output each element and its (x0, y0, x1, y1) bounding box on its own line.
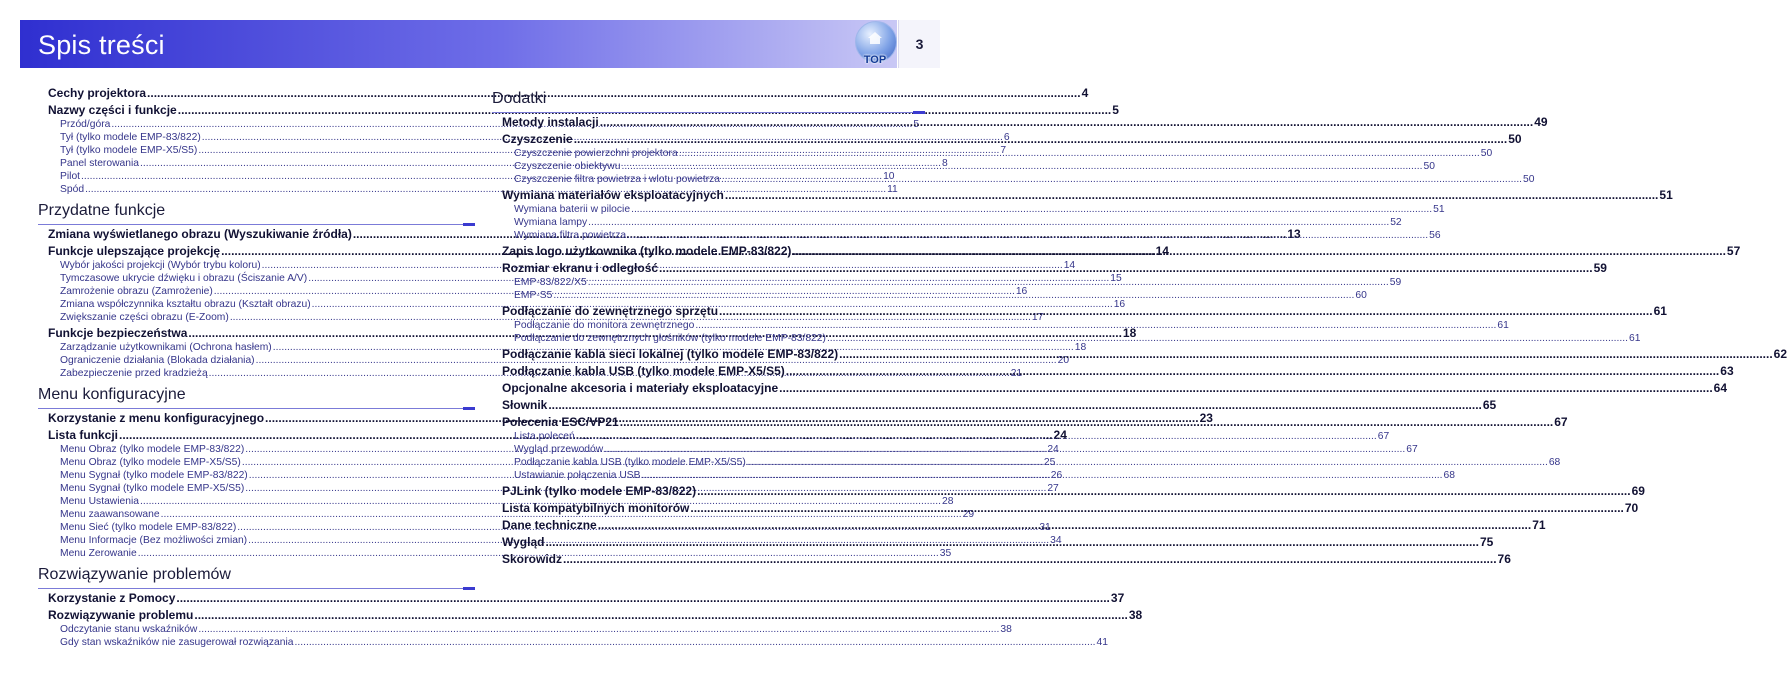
dot-leader (779, 381, 1713, 396)
toc-entry-title: Lista funkcji (48, 428, 119, 442)
toc-subentry[interactable] (502, 216, 1402, 229)
toc-page-number: 25 (1043, 457, 1056, 468)
section-heading (38, 563, 471, 589)
toc-page-number: 38 (1128, 608, 1143, 622)
toc-entry-title: Nazwy części i funkcje (48, 103, 177, 117)
toc-entry-title: Zarządzanie użytkownikami (Ochrona hasłem) (60, 342, 272, 353)
toc-entry-title: Menu Obraz (tylko modele EMP-X5/S5) (60, 457, 241, 468)
toc-entry[interactable] (502, 398, 1497, 413)
dot-leader (659, 261, 1593, 276)
toc-entry-title: Czyszczenie (502, 132, 573, 146)
toc-entry-title: Podłączanie kabla sieci lokalnej (tylko modele EMP-83/822) (502, 347, 839, 361)
section-divider (492, 112, 925, 113)
page-title: Spis treści (38, 30, 165, 60)
section-divider (38, 408, 475, 409)
toc-entry-title: Przód/góra (60, 119, 111, 130)
toc-page-number: 15 (1110, 273, 1122, 284)
toc-page-number: 14 (1063, 260, 1076, 271)
toc-entry-title: Cechy projektora (48, 86, 147, 100)
toc-entry-title: Metody instalacji (502, 115, 599, 129)
toc-entry-title: Tymczasowe ukrycie dźwięku i obrazu (Ściszanie A/V) (60, 273, 308, 284)
toc-entry-title: Zapis logo użytkownika (tylko modele EMP-83/822) (502, 244, 792, 258)
toc-subentry[interactable] (502, 173, 1535, 186)
toc-page-number: 61 (1497, 320, 1509, 331)
toc-page-number: 51 (1659, 188, 1673, 202)
toc-page-number: 75 (1479, 535, 1494, 549)
toc-entry-title: Rozmiar ekranu i odległość (502, 261, 659, 275)
section-heading (38, 383, 471, 409)
toc-page-number: 14 (1155, 244, 1169, 258)
toc-entry-title: Funkcje bezpieczeństwa (48, 326, 188, 340)
toc-entry-title: Wymiana baterii w pilocie (514, 204, 631, 215)
toc-entry[interactable] (48, 608, 1143, 623)
toc-entry-title: Menu zaawansowane (60, 509, 160, 520)
toc-page-number: 28 (942, 496, 954, 507)
dot-leader (545, 535, 1479, 550)
toc-entry-title: Wygląd przewodów (514, 444, 604, 455)
toc-entry-title: Lista kompatybilnych monitorów (502, 501, 690, 515)
toc-page-number: 67 (1377, 431, 1390, 442)
toc-page-number: 5 (1112, 103, 1119, 117)
dot-leader (563, 552, 1497, 567)
toc-entry-title: Polecenia ESC/VP21 (502, 415, 619, 429)
toc-page-number: 29 (962, 509, 975, 520)
toc-subentry[interactable] (48, 636, 1109, 649)
toc-entry-title: Ograniczenie działania (Blokada działania) (60, 355, 255, 366)
toc-page-number: 59 (1593, 261, 1607, 275)
toc-page-number: 67 (1554, 415, 1568, 429)
dot-leader (721, 173, 1522, 186)
toc-page-number: 69 (1631, 484, 1645, 498)
toc-page-number: 11 (887, 184, 898, 195)
toc-page-number: 21 (1010, 368, 1023, 379)
toc-page-number: 27 (1047, 483, 1059, 494)
toc-subentry[interactable] (502, 319, 1509, 332)
toc-entry-title: Podłączanie do zewnętrznego sprzętu (502, 304, 719, 318)
toc-entry-title: Zmiana współczynnika kształtu obrazu (Kształt obrazu) (60, 299, 311, 310)
toc-entry-title: Podłączanie kabla USB (tylko modele EMP-X5/S5) (502, 364, 785, 378)
toc-page-number: 10 (883, 171, 895, 182)
toc-page-number: 50 (1423, 161, 1435, 172)
toc-page-number: 7 (1000, 145, 1007, 156)
toc-page-number: 71 (1532, 518, 1546, 532)
toc-page-number: 61 (1653, 304, 1667, 318)
header-bar (20, 20, 897, 68)
toc-subentry[interactable] (502, 160, 1435, 173)
toc-page-number: 31 (1039, 522, 1051, 533)
toc-entry[interactable] (48, 103, 1119, 118)
toc-entry-title: Wymiana materiałów eksploatacyjnych (502, 188, 724, 202)
dot-leader (631, 203, 1432, 216)
toc-page-number: 50 (1480, 148, 1493, 159)
toc-page-number: 76 (1497, 552, 1511, 566)
toc-page-number: 26 (1050, 470, 1063, 481)
toc-entry-title: EMP-83/822/X5 (514, 277, 587, 288)
toc-entry-title: Wymiana filtra powietrza (514, 230, 627, 241)
dot-leader (588, 216, 1389, 229)
toc-entry-title: Rozwiązywanie problemu (48, 608, 194, 622)
house-icon (868, 32, 882, 44)
dot-leader (786, 364, 1720, 379)
section-heading-text: Rozwiązywanie problemów (38, 566, 231, 583)
toc-page-number: 51 (1433, 204, 1445, 215)
dot-leader (747, 456, 1548, 469)
toc-page-number: 59 (1389, 277, 1402, 288)
section-heading-text: Menu konfiguracyjne (38, 386, 186, 403)
dot-leader (679, 147, 1480, 160)
toc-entry-title: Dane techniczne (502, 518, 597, 532)
toc-entry-title: Menu Sygnał (tylko modele EMP-X5/S5) (60, 483, 245, 494)
toc-entry-title: Menu Ustawienia (60, 496, 139, 507)
toc-entry-title: Ustawianie połączenia USB (514, 470, 641, 481)
toc-entry-title: Gdy stan wskaźników nie zasugerował rozwiązania (60, 637, 294, 648)
toc-entry-title: Wygląd (502, 535, 545, 549)
toc-entry-title: Menu Sieć (tylko modele EMP-83/822) (60, 522, 237, 533)
toc-page-number: 35 (939, 548, 952, 559)
dot-leader (697, 484, 1631, 499)
toc-subentry[interactable] (502, 147, 1493, 160)
toc-entry-title: Skorowidz (502, 552, 563, 566)
toc-entry-title: Zmiana wyświetlanego obrazu (Wyszukiwanie źródła) (48, 227, 352, 241)
page-number: 3 (898, 20, 940, 68)
toc-entry-title: Menu Informacje (Bez możliwości zmian) (60, 535, 248, 546)
dot-leader (604, 443, 1405, 456)
toc-page-number: 23 (1199, 411, 1213, 425)
toc-entry-title: Czyszczenie filtra powietrza i wlotu powietrza (514, 174, 721, 185)
toc-entry-title: Zabezpieczenie przed kradzieżą (60, 368, 208, 379)
toc-page-number: 65 (1482, 398, 1497, 412)
toc-page-number: 16 (1015, 286, 1028, 297)
toc-page-number: 62 (1773, 347, 1787, 361)
dot-leader (176, 591, 1110, 606)
toc-entry-title: Korzystanie z Pomocy (48, 591, 176, 605)
dot-leader (695, 319, 1496, 332)
toc-entry-title: Czyszczenie obiektywu (514, 161, 621, 172)
toc-entry[interactable] (502, 132, 1522, 147)
toc-entry-title: EMP-S5 (514, 290, 553, 301)
toc-entry-title: Menu Obraz (tylko modele EMP-83/822) (60, 444, 245, 455)
dot-leader (725, 188, 1659, 203)
toc-page-number: 50 (1523, 174, 1535, 185)
toc-page-number: 38 (1000, 624, 1012, 635)
toc-entry-title: Podłączanie do monitora zewnętrznego (514, 320, 695, 331)
toc-page-number: 4 (1081, 86, 1089, 100)
toc-page-number: 70 (1624, 501, 1639, 515)
toc-page-number: 20 (1057, 355, 1070, 366)
dot-leader (548, 398, 1482, 413)
toc-entry-title: Menu Zerowanie (60, 548, 137, 559)
toc-entry-title: Tył (tylko modele EMP-83/822) (60, 132, 201, 143)
toc-entry-title: Opcjonalne akcesoria i materiały eksploatacyjne (502, 381, 779, 395)
toc-entry-title: Odczytanie stanu wskaźników (60, 624, 198, 635)
toc-entry-title: Spód (60, 184, 85, 195)
top-button-label: TOP (863, 54, 887, 66)
toc-entry-title: Wymiana lampy (514, 217, 588, 228)
toc-page-number: 6 (1003, 132, 1010, 143)
dot-leader (620, 415, 1554, 430)
toc-entry-title: Menu Sygnał (tylko modele EMP-83/822) (60, 470, 248, 481)
toc-page-number: 24 (1047, 444, 1059, 455)
toc-page-number: 67 (1406, 444, 1418, 455)
dot-leader (719, 304, 1653, 319)
toc-page-number: 5 (913, 119, 920, 130)
toc-entry-title: Podłączanie do zewnętrznych głośników (tylko modele EMP-83/822) (514, 333, 826, 344)
toc-page-number: 49 (1534, 115, 1548, 129)
dot-leader (553, 289, 1354, 302)
toc-entry-title: Lista poleceń (514, 431, 575, 442)
toc-entry-title: Funkcje ulepszające projekcję (48, 244, 221, 258)
dot-leader (627, 229, 1428, 242)
toc-page-number: 41 (1096, 637, 1109, 648)
dot-leader (598, 518, 1532, 533)
toc-page-number: 18 (1122, 326, 1137, 340)
toc-entry[interactable] (502, 381, 1728, 396)
toc-entry-title: Pilot (60, 171, 81, 182)
toc-page-number: 17 (1031, 312, 1044, 323)
toc-entry-title: Zamrożenie obrazu (Zamrożenie) (60, 286, 213, 297)
toc-subentry[interactable] (48, 623, 1012, 636)
toc-page-number: 61 (1628, 333, 1641, 344)
toc-page-number: 57 (1726, 244, 1741, 258)
toc-page-number: 18 (1074, 342, 1087, 353)
dot-leader (600, 115, 1534, 130)
toc-entry-title: Słownik (502, 398, 548, 412)
toc-entry[interactable] (502, 188, 1673, 203)
toc-entry-title: Czyszczenie powierzchni projektora (514, 148, 678, 159)
toc-page-number: 68 (1548, 457, 1561, 468)
dot-leader (198, 623, 999, 636)
dot-leader (642, 469, 1443, 482)
toc-entry[interactable] (48, 591, 1125, 606)
dot-leader (576, 430, 1377, 443)
toc-subentry[interactable] (502, 203, 1445, 216)
dot-leader (588, 276, 1389, 289)
top-button[interactable] (853, 21, 897, 67)
toc-entry-title: Panel sterowania (60, 158, 139, 169)
toc-page-number: 52 (1390, 217, 1402, 228)
section-divider (38, 224, 475, 225)
dot-leader (194, 608, 1128, 623)
toc-page-number: 8 (942, 158, 948, 169)
dot-leader (621, 160, 1422, 173)
section-heading (492, 87, 921, 113)
dot-leader (827, 332, 1628, 345)
dot-leader (295, 636, 1096, 649)
toc-entry-title: Korzystanie z menu konfiguracyjnego (48, 411, 265, 425)
toc-page-number: 64 (1713, 381, 1728, 395)
section-divider (38, 588, 475, 589)
toc-page-number: 56 (1429, 230, 1441, 241)
toc-page-number: 24 (1053, 428, 1067, 442)
toc-entry[interactable] (502, 115, 1548, 130)
toc-page-number: 63 (1720, 364, 1734, 378)
toc-entry-title: PJLink (tylko modele EMP-83/822) (502, 484, 697, 498)
toc-page-number: 50 (1508, 132, 1522, 146)
toc-entry-title: Wybór jakości projekcji (Wybór trybu koloru) (60, 260, 261, 271)
toc-entry-title: Zwiększanie części obrazu (E-Zoom) (60, 312, 229, 323)
dot-leader (690, 501, 1624, 516)
section-heading-text: Przydatne funkcje (38, 202, 166, 219)
toc-page-number: 16 (1113, 299, 1126, 310)
toc-page-number: 60 (1355, 290, 1367, 301)
dot-leader (792, 244, 1726, 259)
section-heading-text: Dodatki (492, 90, 547, 107)
dot-leader (839, 347, 1773, 362)
section-heading (38, 199, 471, 225)
toc-page-number: 37 (1110, 591, 1125, 605)
dot-leader (574, 132, 1508, 147)
toc-page-number: 68 (1443, 470, 1455, 481)
toc-page-number: 34 (1050, 535, 1062, 546)
toc-page-number: 13 (1287, 227, 1301, 241)
toc-entry-title: Podłączanie kabla USB (tylko modele EMP-X5/S5) (514, 457, 746, 468)
toc-entry-title: Tył (tylko modele EMP-X5/S5) (60, 145, 198, 156)
